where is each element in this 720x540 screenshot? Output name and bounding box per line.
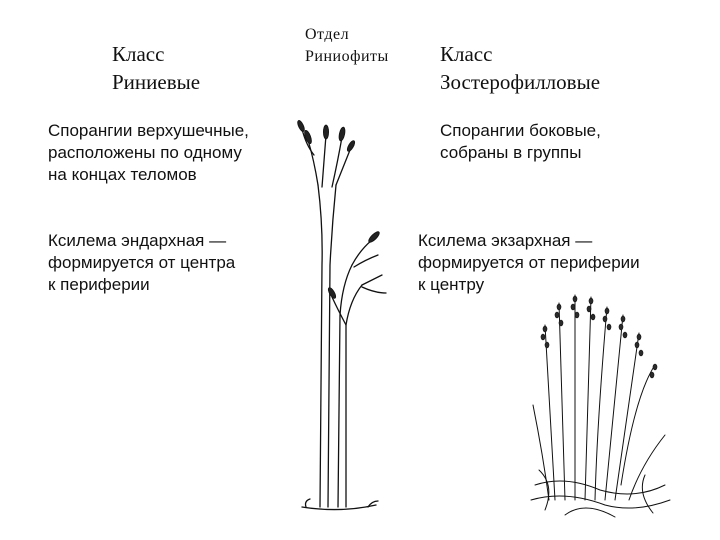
rhynia-plant-illustration	[280, 115, 400, 520]
zosterophyllopsida-sporangia-text: Спорангии боковые, собраны в группы	[440, 121, 601, 162]
right-class-title: Класс Зостерофилловые	[440, 42, 601, 94]
rhyniopsida-xylem-text: Ксилема эндархная — формируется от центра к периферии	[48, 231, 236, 294]
left-class-title: Класс Риниевые	[112, 42, 201, 94]
zosterophyllum-plant-illustration	[525, 285, 675, 520]
rhyniopsida-sporangia-text: Спорангии верхушечные, расположены по одному на концах теломов	[48, 121, 249, 184]
division-title: Отдел Риниофиты	[305, 26, 389, 65]
zosterophyllopsida-xylem-text: Ксилема экзархная — формируется от периферии к центру	[418, 231, 640, 294]
